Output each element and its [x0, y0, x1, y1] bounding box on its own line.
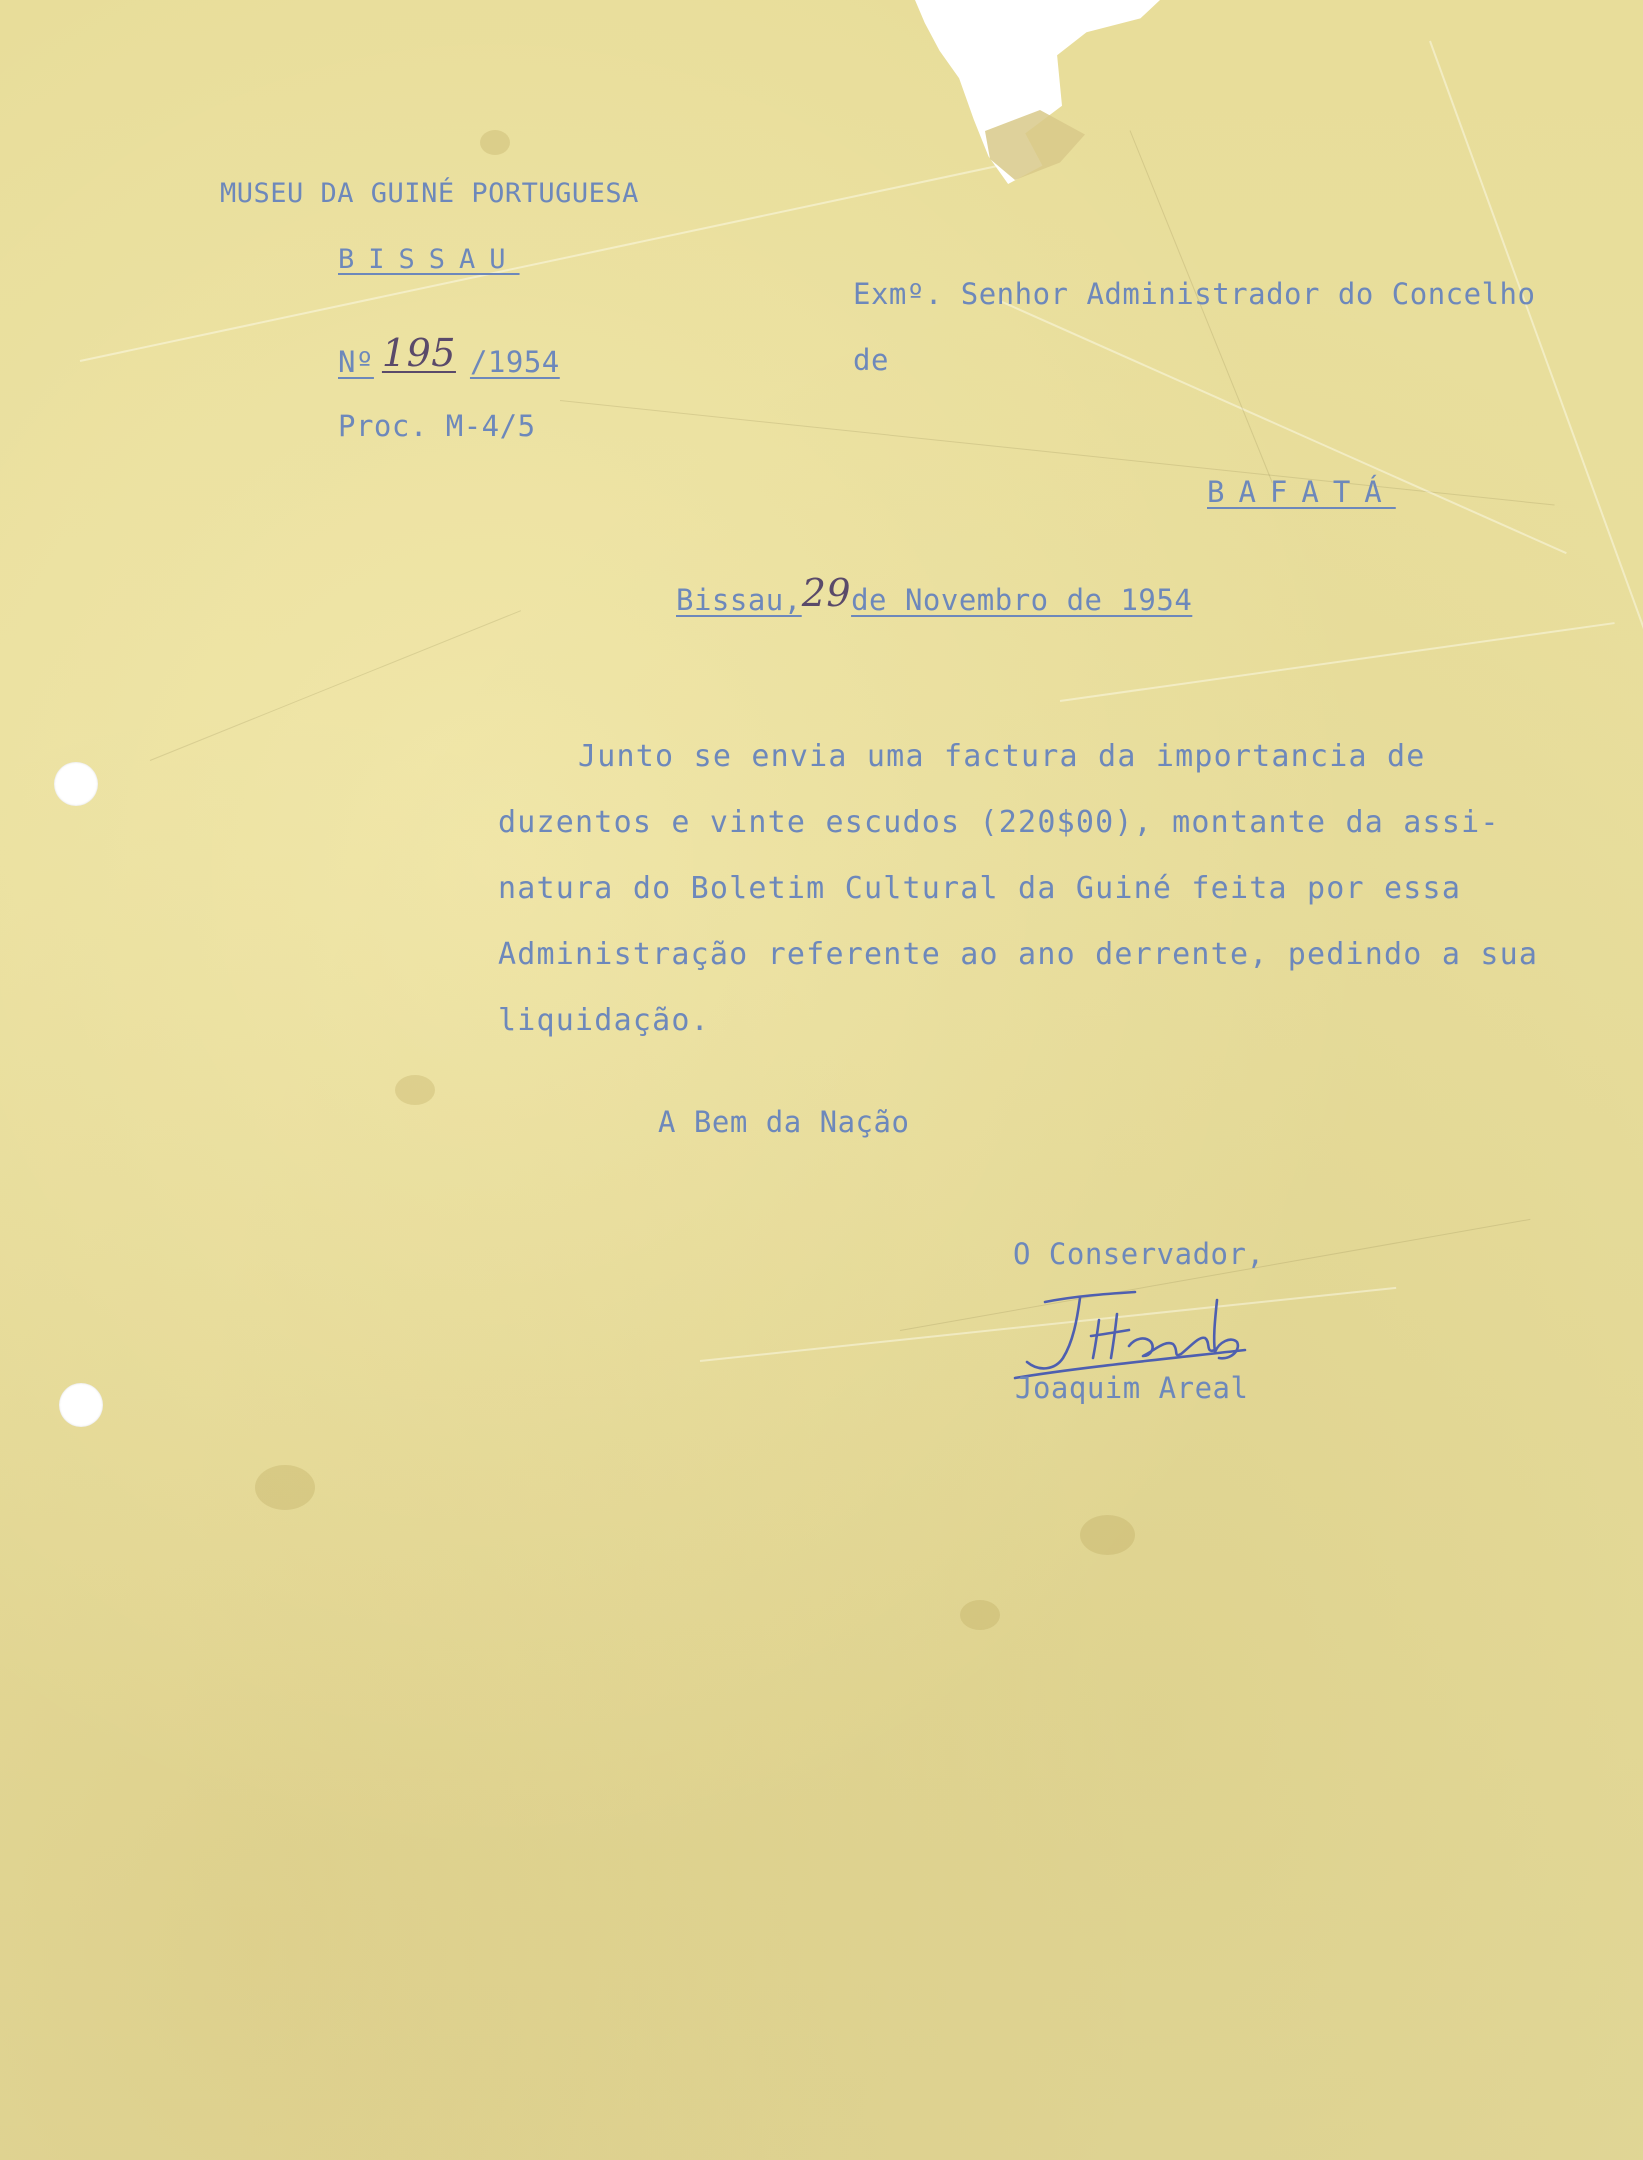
body-line-3: natura do Boletim Cultural da Guiné feita por essa — [498, 871, 1462, 906]
addressee-line-2: de — [853, 343, 889, 377]
paper-stain — [960, 1600, 1000, 1630]
punch-hole-top — [54, 762, 98, 806]
body-line-2: duzentos e vinte escudos (220$00), montante da assi- — [498, 805, 1500, 840]
institution-name: MUSEU DA GUINÉ PORTUGUESA — [220, 178, 639, 209]
paper-crease — [560, 400, 1555, 509]
paper-stain — [1080, 1515, 1135, 1555]
paper-stain — [480, 130, 510, 155]
date-day-handwritten: 29 — [801, 571, 852, 615]
paper-crease — [1000, 300, 1567, 554]
signatory-title: O Conservador, — [1013, 1237, 1265, 1271]
reference-number — [338, 331, 560, 379]
paper-crease — [1060, 622, 1615, 702]
number-handwritten: 195 — [381, 331, 456, 375]
number-prefix: Nº — [338, 345, 374, 379]
paper-crease — [1429, 41, 1643, 699]
addressee-line-1: Exmº. Senhor Administrador do Concelho — [853, 277, 1536, 311]
paper-crease — [150, 610, 521, 761]
body-line-1: Junto se envia uma factura da importancia de — [578, 739, 1426, 774]
city-name: BISSAU — [338, 244, 520, 275]
body-line-4: Administração referente ao ano derrente, pedindo a sua — [498, 937, 1539, 972]
date-line — [676, 571, 1193, 617]
paper-stain — [395, 1075, 435, 1105]
number-year: /1954 — [469, 345, 560, 379]
addressee-place: BAFATÁ — [1207, 475, 1396, 509]
body-line-5: liquidação. — [498, 1003, 710, 1038]
closing-salutation: A Bem da Nação — [658, 1105, 910, 1139]
signatory-name: Joaquim Areal — [1015, 1371, 1249, 1405]
process-reference: Proc. M-4/5 — [338, 409, 536, 443]
paper-stain — [255, 1465, 315, 1510]
date-prefix: Bissau, — [676, 583, 802, 617]
date-suffix: de Novembro de 1954 — [851, 583, 1193, 617]
punch-hole-bottom — [59, 1383, 103, 1427]
